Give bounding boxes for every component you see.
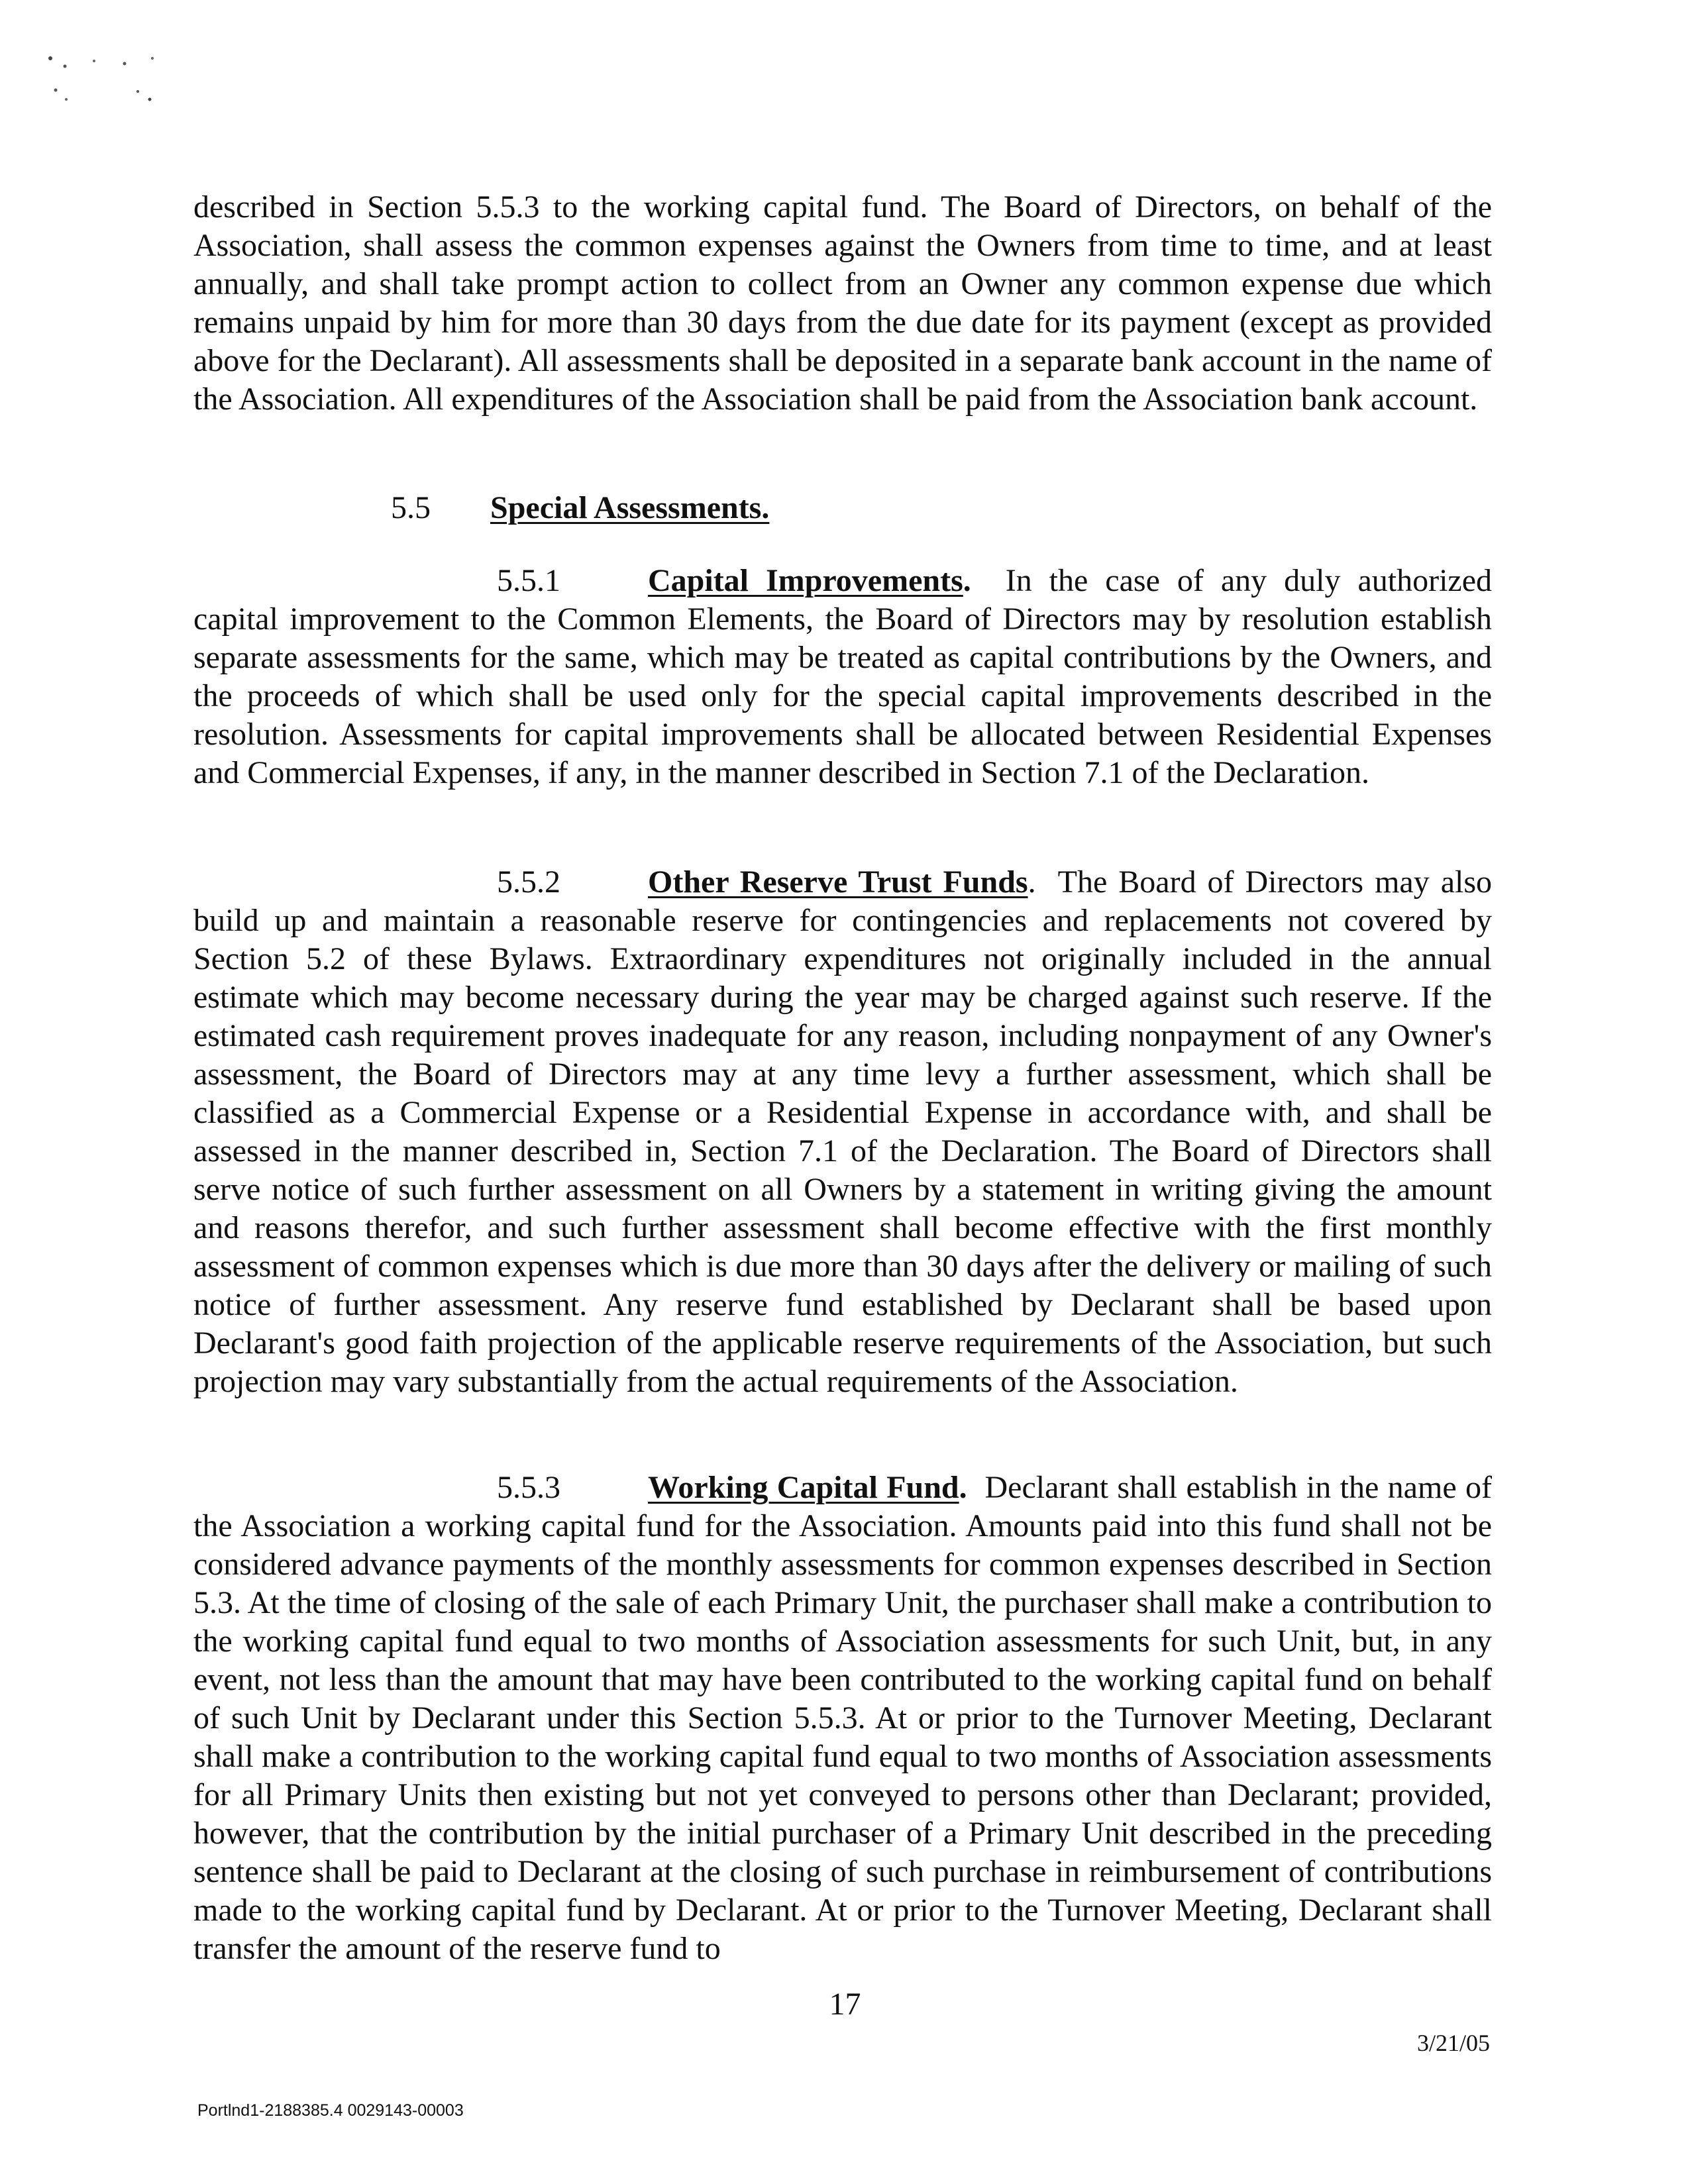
section-5-5-2-title: Other Reserve Trust Funds xyxy=(648,864,1028,900)
scan-specks xyxy=(46,46,192,119)
section-5-5-2-body: The Board of Directors may also build up and maintain a reasonable reserve for contingencies and replacements not covered by Section 5.2 of these Bylaws. Extraordinary expenditures not originally included in the annual estimate which may become necessary during the year may be charged against such reserve. If the estimated cash requirement proves inadequate for any reason, including nonpayment of any Owner's assessment, the Board of Directors may at any time levy a further assessment, which shall be classified as a Commercial Expense or a Residential Expense in accordance with, and shall be assessed in the manner described in, Section 7.1 of the Declaration. The Board of Directors shall serve notice of such further assessment on all Owners by a statement in writing giving the amount and reasons therefor, and such further assessment shall become effective with the first monthly assessment of common expenses which is due more than 30 days after the delivery or mailing of such notice of further assessment. Any reserve fund established by Declarant shall be based upon Declarant's good faith projection of the applicable reserve requirements of the Association, but such projection may vary substantially from the actual requirements of the Association. xyxy=(193,864,1493,1399)
section-5-5-2-title-punct: . xyxy=(1028,864,1036,900)
section-5-5-1-body: In the case of any duly authorized capital improvement to the Common Elements, the Board of Directors may by resolution establish separate assessments for the same, which may be treated as capital contributions by the Owners, and the proceeds of which shall be used only for the special capital improvements described in the resolution. Assessments for capital improvements shall be allocated between Residential Expenses and Commercial Expenses, if any, in the manner described in Section 7.1 of the Declaration. xyxy=(193,563,1493,790)
section-5-5-heading xyxy=(391,489,769,527)
section-5-5-3-body: Declarant shall establish in the name of the Association a working capital fund for the Association. Amounts paid into this fund shall not be considered advance payments of the monthly assessments for common expenses described in Section 5.3. At the time of closing of the sale of each Primary Unit, the purchaser shall make a contribution to the working capital fund equal to two months of Association assessments for such Unit, but, in any event, not less than the amount that may have been contributed to the working capital fund on behalf of such Unit by Declarant under this Section 5.5.3. At or prior to the Turnover Meeting, Declarant shall make a contribution to the working capital fund equal to two months of Association assessments for all Primary Units then existing but not yet conveyed to persons other than Declarant; provided, however, that the contribution by the initial purchaser of a Primary Unit described in the preceding sentence shall be paid to Declarant at the closing of such purchase in reimbursement of contributions made to the working capital fund by Declarant. At or prior to the Turnover Meeting, Declarant shall transfer the amount of the reserve fund to xyxy=(193,1470,1493,1966)
footer-document-id: Portlnd1-2188385.4 0029143-00003 xyxy=(197,2101,464,2120)
section-5-5-1-paragraph xyxy=(193,562,1492,792)
section-5-5-3-title-punct: . xyxy=(959,1470,967,1505)
section-5-5-1-title-punct: . xyxy=(963,563,971,598)
footer-date: 3/21/05 xyxy=(1416,2030,1490,2056)
intro-paragraph: described in Section 5.5.3 to the working capital fund. The Board of Directors, on behalf of the Association, shall assess the common expenses against the Owners from time to time, and at least annually, and shall take prompt action to collect from an Owner any common expense due which remains unpaid by him for more than 30 days from the due date for its payment (except as provided above for the Declarant). All assessments shall be deposited in a separate bank account in the name of the Association. All expenditures of the Association shall be paid from the Association bank account. xyxy=(193,189,1492,417)
section-5-5-3-paragraph xyxy=(193,1469,1492,1968)
section-5-5-1-number: 5.5.1 xyxy=(497,563,560,598)
section-5-5-title: Special Assessments. xyxy=(490,490,770,525)
section-5-5-1-title: Capital Improvements xyxy=(648,563,963,598)
section-5-5-2-number: 5.5.2 xyxy=(497,864,560,900)
section-5-5-2-paragraph xyxy=(193,863,1492,1401)
page-number: 17 xyxy=(829,1987,861,2022)
section-5-5-3-number: 5.5.3 xyxy=(497,1470,560,1505)
section-5-5-3-title: Working Capital Fund xyxy=(648,1470,959,1505)
section-5-5-number: 5.5 xyxy=(391,490,431,525)
